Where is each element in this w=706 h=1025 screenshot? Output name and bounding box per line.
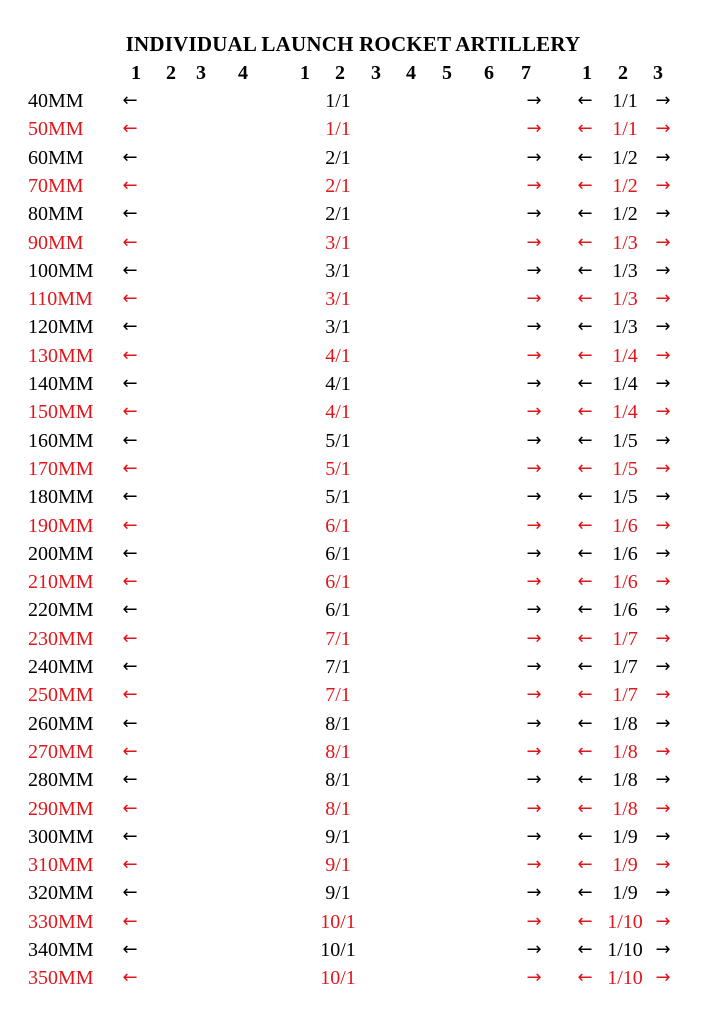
left-arrow-icon: ←: [577, 967, 593, 989]
left-arrow-icon: ←: [122, 910, 138, 932]
table-row: [0, 823, 706, 851]
inverse-ratio-value: 1/2: [612, 203, 638, 226]
right-arrow-icon: →: [655, 90, 671, 111]
right-arrow-icon: →: [526, 259, 542, 281]
left-arrow-icon: ←: [577, 373, 593, 394]
caliber-label: 90MM: [28, 231, 84, 254]
column-number-header: 3: [196, 62, 206, 84]
caliber-label: 340MM: [28, 939, 94, 961]
caliber-label: 170MM: [28, 457, 94, 480]
inverse-ratio-value: 1/5: [612, 486, 638, 509]
right-arrow-icon: →: [526, 882, 542, 904]
left-arrow-icon: ←: [122, 825, 138, 847]
ratio-value: 8/1: [325, 769, 351, 792]
table-row: [0, 964, 706, 992]
table-row: [0, 908, 706, 936]
left-arrow-icon: ←: [577, 288, 593, 310]
ratio-value: 8/1: [325, 740, 351, 763]
right-arrow-icon: →: [655, 259, 671, 281]
right-arrow-icon: →: [526, 825, 542, 847]
caliber-label: 60MM: [28, 146, 84, 169]
caliber-label: 300MM: [28, 825, 94, 848]
inverse-ratio-value: 1/6: [612, 514, 638, 537]
right-arrow-icon: →: [655, 571, 671, 593]
right-arrow-icon: →: [655, 882, 671, 904]
inverse-ratio-value: 1/3: [612, 288, 638, 311]
table-row: [0, 342, 706, 370]
left-arrow-icon: ←: [577, 740, 593, 762]
right-arrow-icon: →: [655, 118, 671, 140]
ratio-value: 8/1: [325, 797, 351, 820]
table-row: [0, 427, 706, 455]
left-arrow-icon: ←: [577, 684, 593, 706]
table-row: [0, 596, 706, 624]
right-arrow-icon: →: [526, 486, 542, 508]
inverse-ratio-value: 1/9: [612, 882, 638, 905]
column-number-header: 2: [335, 62, 345, 84]
left-arrow-icon: ←: [122, 373, 138, 394]
inverse-ratio-value: 1/8: [612, 797, 638, 820]
ratio-value: 1/1: [325, 118, 351, 141]
left-arrow-icon: ←: [122, 174, 138, 196]
left-arrow-icon: ←: [577, 231, 593, 253]
right-arrow-icon: →: [655, 599, 671, 621]
inverse-ratio-value: 1/3: [612, 259, 638, 282]
left-arrow-icon: ←: [577, 174, 593, 196]
column-number-header: 1: [582, 62, 592, 84]
ratio-value: 10/1: [320, 939, 356, 961]
column-number-header: 4: [238, 62, 248, 84]
inverse-ratio-value: 1/9: [612, 825, 638, 848]
left-arrow-icon: ←: [122, 118, 138, 140]
left-arrow-icon: ←: [577, 146, 593, 168]
column-number-header: 1: [300, 62, 310, 84]
inverse-ratio-value: 1/10: [607, 910, 643, 933]
ratio-value: 8/1: [325, 712, 351, 735]
table-row: [0, 257, 706, 285]
left-arrow-icon: ←: [577, 344, 593, 366]
right-arrow-icon: →: [526, 571, 542, 593]
ratio-value: 4/1: [325, 373, 351, 395]
caliber-label: 290MM: [28, 797, 94, 820]
ratio-value: 9/1: [325, 882, 351, 905]
right-arrow-icon: →: [526, 656, 542, 677]
right-arrow-icon: →: [526, 939, 542, 960]
ratio-value: 3/1: [325, 316, 351, 339]
left-arrow-icon: ←: [122, 882, 138, 904]
left-arrow-icon: ←: [577, 486, 593, 508]
ratio-value: 7/1: [325, 627, 351, 650]
caliber-label: 150MM: [28, 401, 94, 424]
right-arrow-icon: →: [655, 825, 671, 847]
caliber-label: 320MM: [28, 882, 94, 905]
left-arrow-icon: ←: [122, 316, 138, 338]
inverse-ratio-value: 1/6: [612, 599, 638, 622]
ratio-value: 6/1: [325, 599, 351, 622]
right-arrow-icon: →: [526, 769, 542, 791]
left-arrow-icon: ←: [577, 599, 593, 621]
right-arrow-icon: →: [655, 316, 671, 338]
inverse-ratio-value: 1/10: [607, 967, 643, 990]
table-row: [0, 681, 706, 709]
caliber-label: 120MM: [28, 316, 94, 339]
ratio-value: 7/1: [325, 656, 351, 678]
inverse-ratio-value: 1/5: [612, 457, 638, 480]
table-row: [0, 172, 706, 200]
inverse-ratio-value: 1/1: [612, 118, 638, 141]
right-arrow-icon: →: [655, 457, 671, 479]
table-row: [0, 710, 706, 738]
table-row: [0, 455, 706, 483]
inverse-ratio-value: 1/5: [612, 429, 638, 452]
page-title: INDIVIDUAL LAUNCH ROCKET ARTILLERY: [125, 32, 581, 56]
left-arrow-icon: ←: [122, 939, 138, 960]
ratio-value: 3/1: [325, 288, 351, 311]
left-arrow-icon: ←: [122, 146, 138, 168]
left-arrow-icon: ←: [577, 316, 593, 338]
inverse-ratio-value: 1/7: [612, 627, 638, 650]
caliber-label: 330MM: [28, 910, 94, 933]
caliber-label: 70MM: [28, 174, 84, 197]
left-arrow-icon: ←: [577, 882, 593, 904]
table-row: [0, 200, 706, 228]
table-row: [0, 936, 706, 964]
left-arrow-icon: ←: [122, 231, 138, 253]
inverse-ratio-value: 1/3: [612, 316, 638, 339]
right-arrow-icon: →: [655, 373, 671, 394]
right-arrow-icon: →: [526, 288, 542, 310]
right-arrow-icon: →: [526, 797, 542, 819]
left-arrow-icon: ←: [122, 288, 138, 310]
ratio-value: 6/1: [325, 514, 351, 537]
column-number-header: 2: [618, 62, 628, 84]
column-number-header: 7: [521, 62, 531, 84]
caliber-label: 110MM: [28, 288, 93, 311]
caliber-label: 190MM: [28, 514, 94, 537]
ratio-value: 9/1: [325, 854, 351, 877]
right-arrow-icon: →: [526, 118, 542, 140]
caliber-label: 180MM: [28, 486, 94, 509]
left-arrow-icon: ←: [122, 627, 138, 649]
left-arrow-icon: ←: [577, 712, 593, 734]
caliber-label: 230MM: [28, 627, 94, 650]
caliber-label: 280MM: [28, 769, 94, 792]
right-arrow-icon: →: [655, 429, 671, 451]
inverse-ratio-value: 1/10: [607, 939, 643, 961]
caliber-label: 160MM: [28, 429, 94, 452]
inverse-ratio-value: 1/7: [612, 684, 638, 707]
ratio-value: 4/1: [325, 344, 351, 367]
caliber-label: 210MM: [28, 571, 94, 594]
column-number-header: 3: [653, 62, 663, 84]
right-arrow-icon: →: [526, 146, 542, 168]
column-number-header: 5: [442, 62, 452, 84]
right-arrow-icon: →: [655, 797, 671, 819]
left-arrow-icon: ←: [577, 656, 593, 677]
ratio-value: 6/1: [325, 542, 351, 565]
column-number-header: 3: [371, 62, 381, 84]
inverse-ratio-value: 1/6: [612, 542, 638, 565]
caliber-label: 350MM: [28, 967, 94, 990]
right-arrow-icon: →: [526, 401, 542, 423]
ratio-value: 10/1: [320, 967, 356, 990]
right-arrow-icon: →: [526, 373, 542, 394]
table-row: [0, 370, 706, 398]
left-arrow-icon: ←: [122, 90, 138, 111]
inverse-ratio-value: 1/8: [612, 740, 638, 763]
caliber-label: 50MM: [28, 118, 84, 141]
right-arrow-icon: →: [526, 684, 542, 706]
table-row: [0, 313, 706, 341]
table-row: [0, 879, 706, 907]
column-number-header: 6: [484, 62, 494, 84]
inverse-ratio-value: 1/3: [612, 231, 638, 254]
right-arrow-icon: →: [655, 401, 671, 423]
right-arrow-icon: →: [655, 231, 671, 253]
inverse-ratio-value: 1/4: [612, 344, 638, 367]
left-arrow-icon: ←: [122, 344, 138, 366]
caliber-label: 130MM: [28, 344, 94, 367]
inverse-ratio-value: 1/1: [612, 90, 638, 112]
right-arrow-icon: →: [526, 231, 542, 253]
table-row: [0, 851, 706, 879]
left-arrow-icon: ←: [122, 854, 138, 876]
right-arrow-icon: →: [655, 288, 671, 310]
caliber-label: 250MM: [28, 684, 94, 707]
left-arrow-icon: ←: [577, 797, 593, 819]
ratio-value: 7/1: [325, 684, 351, 707]
right-arrow-icon: →: [526, 203, 542, 225]
ratio-value: 5/1: [325, 429, 351, 452]
left-arrow-icon: ←: [577, 627, 593, 649]
inverse-ratio-value: 1/4: [612, 373, 638, 395]
left-arrow-icon: ←: [122, 740, 138, 762]
right-arrow-icon: →: [655, 627, 671, 649]
right-arrow-icon: →: [655, 146, 671, 168]
right-arrow-icon: →: [526, 90, 542, 111]
left-arrow-icon: ←: [122, 967, 138, 989]
caliber-label: 100MM: [28, 259, 94, 282]
caliber-label: 260MM: [28, 712, 94, 735]
left-arrow-icon: ←: [122, 712, 138, 734]
left-arrow-icon: ←: [122, 571, 138, 593]
right-arrow-icon: →: [655, 542, 671, 564]
left-arrow-icon: ←: [122, 542, 138, 564]
left-arrow-icon: ←: [577, 825, 593, 847]
right-arrow-icon: →: [655, 854, 671, 876]
right-arrow-icon: →: [655, 684, 671, 706]
table-row: [0, 87, 706, 115]
inverse-ratio-value: 1/6: [612, 571, 638, 594]
left-arrow-icon: ←: [122, 259, 138, 281]
left-arrow-icon: ←: [577, 939, 593, 960]
left-arrow-icon: ←: [122, 203, 138, 225]
inverse-ratio-value: 1/2: [612, 174, 638, 197]
table-row: [0, 795, 706, 823]
left-arrow-icon: ←: [577, 457, 593, 479]
right-arrow-icon: →: [655, 514, 671, 536]
caliber-label: 220MM: [28, 599, 94, 622]
ratio-value: 10/1: [320, 910, 356, 933]
ratio-value: 9/1: [325, 825, 351, 848]
table-row: [0, 512, 706, 540]
right-arrow-icon: →: [655, 486, 671, 508]
ratio-value: 5/1: [325, 486, 351, 509]
right-arrow-icon: →: [526, 429, 542, 451]
left-arrow-icon: ←: [577, 769, 593, 791]
table-row: [0, 115, 706, 143]
right-arrow-icon: →: [655, 712, 671, 734]
left-arrow-icon: ←: [122, 656, 138, 677]
ratio-value: 4/1: [325, 401, 351, 424]
caliber-label: 200MM: [28, 542, 94, 565]
table-row: [0, 483, 706, 511]
table-row: [0, 766, 706, 794]
right-arrow-icon: →: [526, 712, 542, 734]
column-number-header: 2: [166, 62, 176, 84]
ratio-value: 1/1: [325, 90, 351, 112]
right-arrow-icon: →: [655, 344, 671, 366]
table-row: [0, 568, 706, 596]
right-arrow-icon: →: [526, 910, 542, 932]
right-arrow-icon: →: [526, 599, 542, 621]
table-row: [0, 285, 706, 313]
ratio-value: 3/1: [325, 231, 351, 254]
left-arrow-icon: ←: [577, 571, 593, 593]
left-arrow-icon: ←: [577, 429, 593, 451]
right-arrow-icon: →: [655, 203, 671, 225]
table-row: [0, 144, 706, 172]
left-arrow-icon: ←: [577, 90, 593, 111]
right-arrow-icon: →: [526, 542, 542, 564]
left-arrow-icon: ←: [577, 203, 593, 225]
right-arrow-icon: →: [655, 740, 671, 762]
right-arrow-icon: →: [655, 910, 671, 932]
left-arrow-icon: ←: [577, 118, 593, 140]
left-arrow-icon: ←: [122, 429, 138, 451]
inverse-ratio-value: 1/7: [612, 656, 638, 678]
caliber-label: 40MM: [28, 90, 84, 112]
inverse-ratio-value: 1/9: [612, 854, 638, 877]
inverse-ratio-value: 1/8: [612, 712, 638, 735]
column-number-header: 1: [131, 62, 141, 84]
inverse-ratio-value: 1/8: [612, 769, 638, 792]
left-arrow-icon: ←: [577, 514, 593, 536]
column-number-header: 4: [406, 62, 416, 84]
caliber-label: 80MM: [28, 203, 84, 226]
left-arrow-icon: ←: [122, 401, 138, 423]
left-arrow-icon: ←: [122, 769, 138, 791]
left-arrow-icon: ←: [577, 259, 593, 281]
right-arrow-icon: →: [655, 174, 671, 196]
table-row: [0, 653, 706, 681]
right-arrow-icon: →: [526, 854, 542, 876]
right-arrow-icon: →: [526, 627, 542, 649]
left-arrow-icon: ←: [577, 401, 593, 423]
right-arrow-icon: →: [655, 656, 671, 677]
right-arrow-icon: →: [526, 740, 542, 762]
right-arrow-icon: →: [526, 457, 542, 479]
left-arrow-icon: ←: [122, 599, 138, 621]
ratio-value: 2/1: [325, 174, 351, 197]
left-arrow-icon: ←: [122, 486, 138, 508]
table-row: [0, 398, 706, 426]
left-arrow-icon: ←: [122, 797, 138, 819]
left-arrow-icon: ←: [122, 457, 138, 479]
caliber-label: 140MM: [28, 373, 94, 395]
right-arrow-icon: →: [655, 967, 671, 989]
left-arrow-icon: ←: [122, 514, 138, 536]
ratio-value: 6/1: [325, 571, 351, 594]
table-row: [0, 540, 706, 568]
right-arrow-icon: →: [526, 514, 542, 536]
right-arrow-icon: →: [526, 344, 542, 366]
left-arrow-icon: ←: [577, 854, 593, 876]
caliber-label: 270MM: [28, 740, 94, 763]
table-row: [0, 625, 706, 653]
inverse-ratio-value: 1/2: [612, 146, 638, 169]
left-arrow-icon: ←: [577, 542, 593, 564]
right-arrow-icon: →: [655, 939, 671, 960]
right-arrow-icon: →: [526, 174, 542, 196]
left-arrow-icon: ←: [577, 910, 593, 932]
right-arrow-icon: →: [655, 769, 671, 791]
table-row: [0, 738, 706, 766]
right-arrow-icon: →: [526, 316, 542, 338]
ratio-value: 5/1: [325, 457, 351, 480]
inverse-ratio-value: 1/4: [612, 401, 638, 424]
ratio-value: 3/1: [325, 259, 351, 282]
caliber-label: 240MM: [28, 656, 94, 678]
caliber-label: 310MM: [28, 854, 94, 877]
left-arrow-icon: ←: [122, 684, 138, 706]
table-row: [0, 229, 706, 257]
ratio-value: 2/1: [325, 203, 351, 226]
ratio-value: 2/1: [325, 146, 351, 169]
right-arrow-icon: →: [526, 967, 542, 989]
